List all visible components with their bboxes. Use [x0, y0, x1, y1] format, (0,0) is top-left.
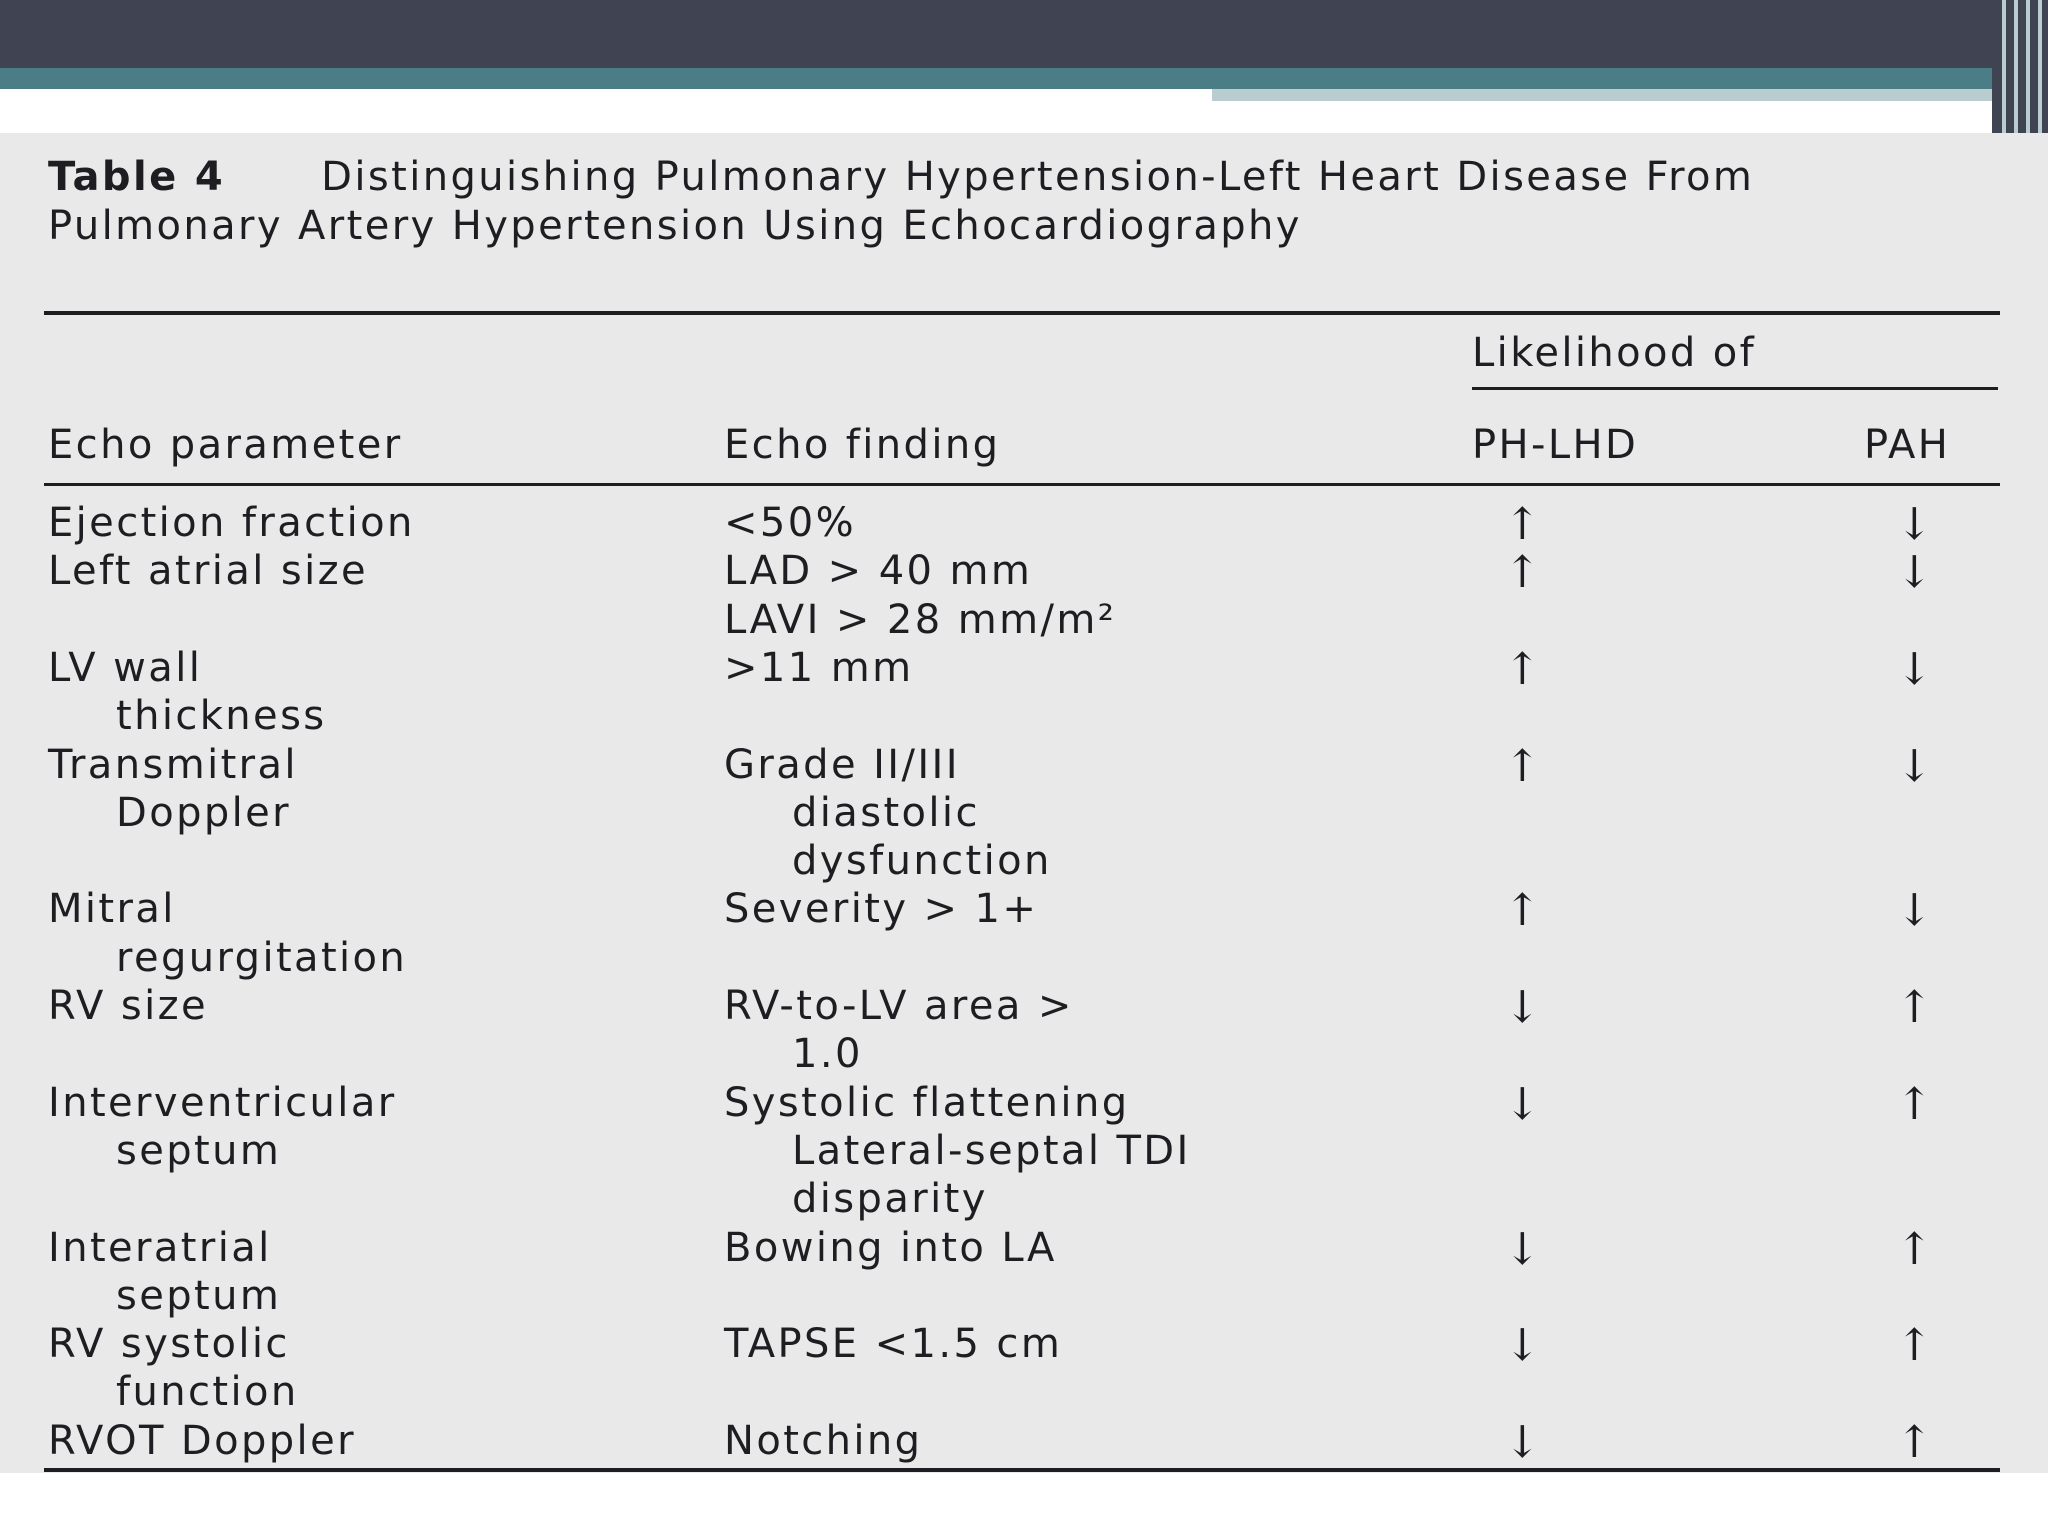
- likelihood-rule: [1472, 387, 1998, 390]
- cell-parameter: regurgitation: [116, 935, 408, 981]
- cell-pah-arrow: ↓: [1896, 741, 1933, 792]
- slide-accent-bar: [0, 68, 2048, 89]
- cell-parameter: Mitral: [48, 886, 176, 932]
- cell-ph-lhd-arrow: ↑: [1504, 885, 1541, 936]
- cell-parameter: Doppler: [116, 790, 292, 836]
- col-header-pah: PAH: [1864, 422, 1951, 468]
- cell-pah-arrow: ↓: [1896, 644, 1933, 695]
- cell-finding: diastolic: [792, 790, 980, 836]
- table-title: Distinguishing Pulmonary Hypertension-Left Heart Disease From Pulmonary Artery Hypertension Using Echocardiography: [48, 154, 1755, 249]
- cell-parameter: RV size: [48, 983, 209, 1029]
- cell-finding: Systolic flattening: [724, 1080, 1130, 1126]
- cell-finding: dysfunction: [792, 838, 1052, 884]
- cell-pah-arrow: ↑: [1896, 1417, 1933, 1468]
- slide-header-bar: [0, 0, 2048, 68]
- cell-parameter: septum: [116, 1128, 282, 1174]
- cell-parameter: Interatrial: [48, 1225, 272, 1271]
- cell-parameter: Transmitral: [48, 742, 298, 788]
- cell-finding: Severity > 1+: [724, 886, 1039, 932]
- slide-edge-ornament: [1992, 0, 2048, 140]
- cell-parameter: Left atrial size: [48, 548, 369, 594]
- cell-ph-lhd-arrow: ↓: [1504, 1320, 1541, 1371]
- cell-ph-lhd-arrow: ↑: [1504, 644, 1541, 695]
- cell-finding: Lateral-septal TDI: [792, 1128, 1191, 1174]
- cell-finding: TAPSE <1.5 cm: [724, 1321, 1063, 1367]
- table-header-rule: [44, 483, 2000, 486]
- cell-finding: >11 mm: [724, 645, 914, 691]
- cell-ph-lhd-arrow: ↑: [1504, 499, 1541, 550]
- cell-finding: Notching: [724, 1418, 923, 1464]
- cell-finding: disparity: [792, 1176, 988, 1222]
- cell-pah-arrow: ↓: [1896, 885, 1933, 936]
- col-header-finding: Echo finding: [724, 422, 1001, 468]
- cell-finding: LAD > 40 mm: [724, 548, 1033, 594]
- table-image: [0, 133, 2048, 1473]
- cell-parameter: Ejection fraction: [48, 500, 415, 546]
- likelihood-group-header: Likelihood of: [1472, 330, 1757, 376]
- cell-finding: Grade II/III: [724, 742, 960, 788]
- cell-ph-lhd-arrow: ↑: [1504, 741, 1541, 792]
- cell-ph-lhd-arrow: ↓: [1504, 1079, 1541, 1130]
- cell-finding: RV-to-LV area >: [724, 983, 1074, 1029]
- cell-pah-arrow: ↓: [1896, 499, 1933, 550]
- cell-parameter: RVOT Doppler: [48, 1418, 356, 1464]
- table-label: Table 4: [48, 154, 226, 200]
- table-caption: [48, 153, 1998, 251]
- cell-finding: 1.0: [792, 1031, 863, 1077]
- cell-parameter: RV systolic: [48, 1321, 290, 1367]
- slide-accent-cut: [0, 89, 1212, 133]
- cell-parameter: thickness: [116, 693, 327, 739]
- cell-parameter: LV wall: [48, 645, 203, 691]
- cell-parameter: Interventricular: [48, 1080, 397, 1126]
- cell-pah-arrow: ↑: [1896, 1224, 1933, 1275]
- table-bottom-rule: [44, 1468, 2000, 1472]
- cell-pah-arrow: ↑: [1896, 1079, 1933, 1130]
- col-header-ph-lhd: PH-LHD: [1472, 422, 1639, 468]
- cell-pah-arrow: ↑: [1896, 982, 1933, 1033]
- cell-ph-lhd-arrow: ↓: [1504, 982, 1541, 1033]
- cell-parameter: septum: [116, 1273, 282, 1319]
- table-top-rule: [44, 311, 2000, 315]
- cell-ph-lhd-arrow: ↓: [1504, 1224, 1541, 1275]
- cell-pah-arrow: ↓: [1896, 547, 1933, 598]
- cell-ph-lhd-arrow: ↓: [1504, 1417, 1541, 1468]
- decorative-line: [1212, 110, 1898, 116]
- col-header-parameter: Echo parameter: [48, 422, 403, 468]
- cell-finding: <50%: [724, 500, 857, 546]
- cell-finding: LAVI > 28 mm/m²: [724, 597, 1117, 643]
- cell-pah-arrow: ↑: [1896, 1320, 1933, 1371]
- cell-finding: Bowing into LA: [724, 1225, 1057, 1271]
- cell-ph-lhd-arrow: ↑: [1504, 547, 1541, 598]
- cell-parameter: function: [116, 1369, 299, 1415]
- slide-footer: [0, 1473, 2048, 1536]
